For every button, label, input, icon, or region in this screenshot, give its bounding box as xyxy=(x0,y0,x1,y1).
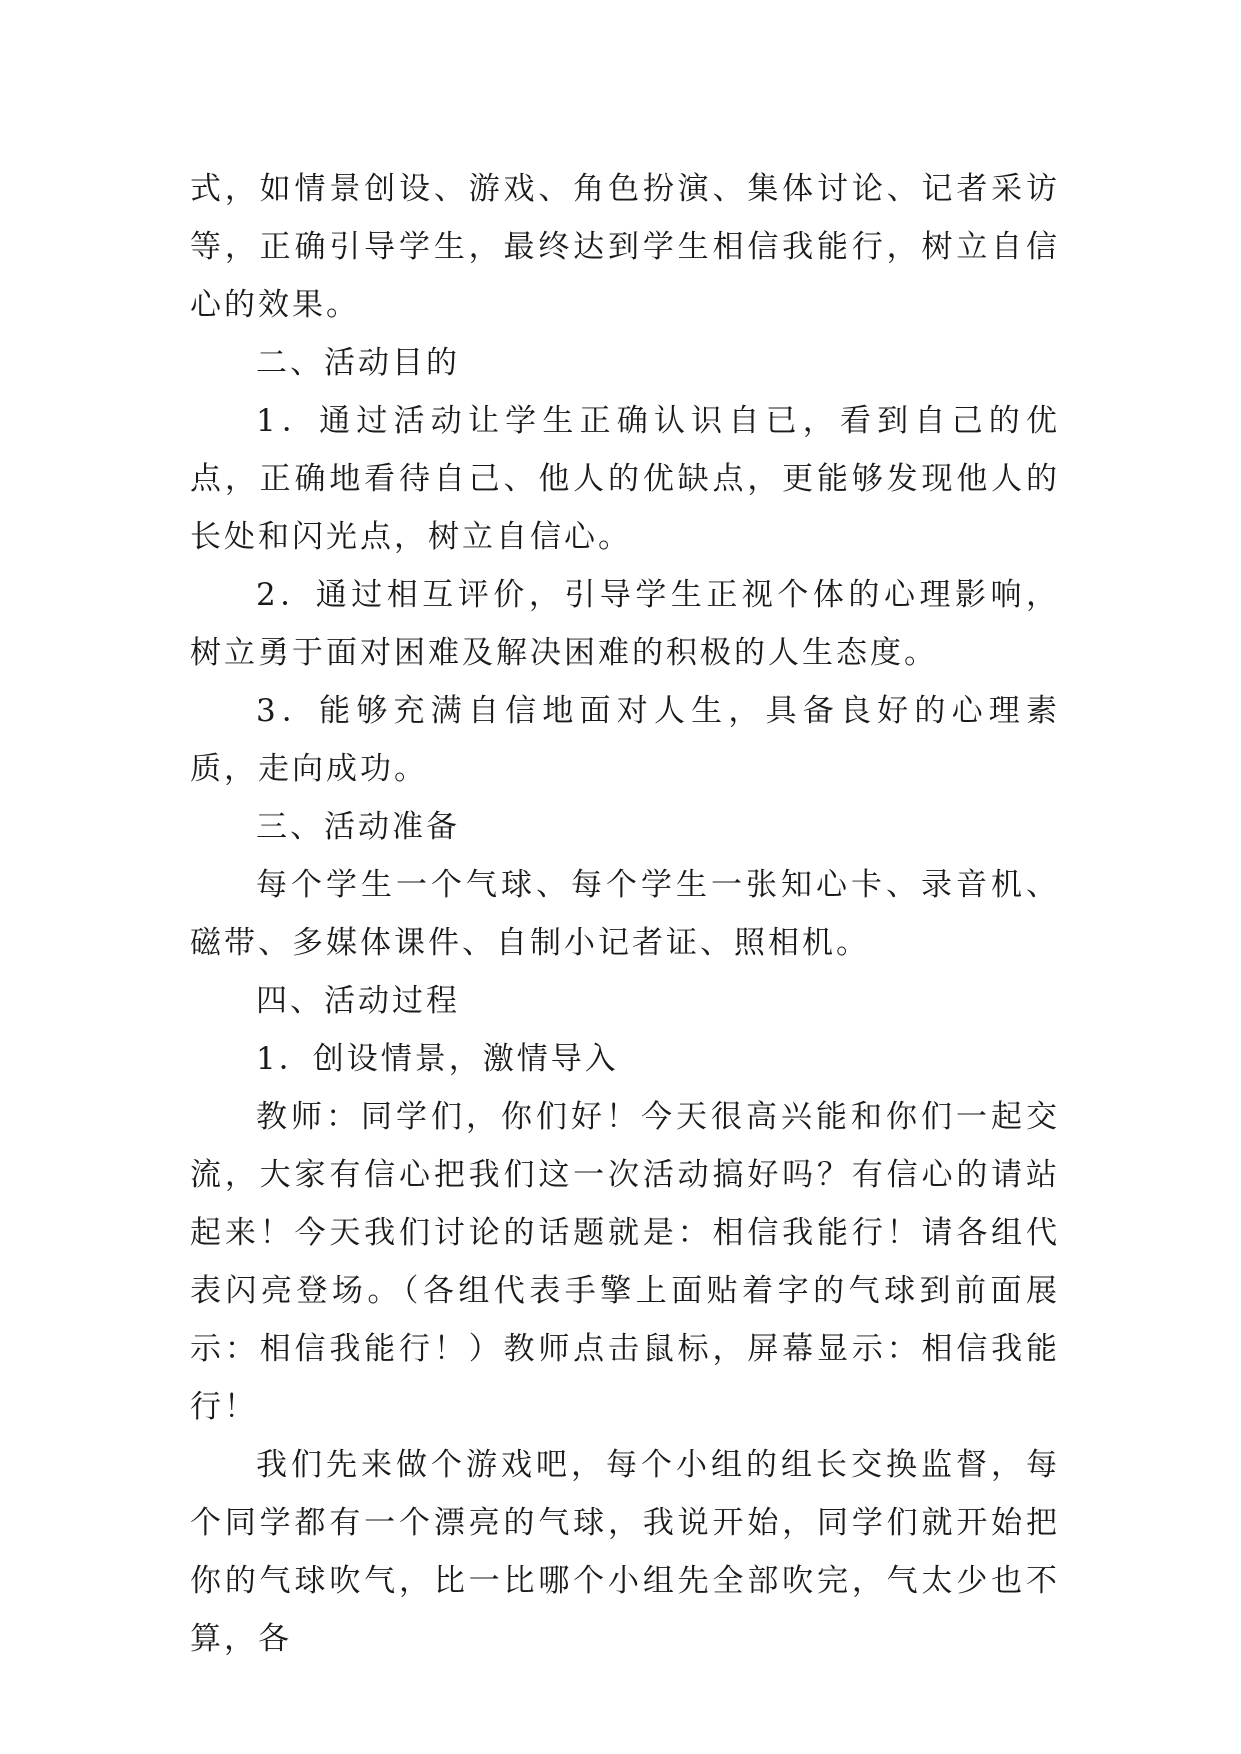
heading-activity-preparation: 三、活动准备 xyxy=(256,809,460,845)
game-paragraph: 我们先来做个游戏吧，每个小组的组长交换监督，每个同学都有一个漂亮的气球，我说开始，同学们就开始把你的气球吹气，比一比哪个小组先全部吹完，气太少也不算，各 xyxy=(190,1447,1060,1657)
preparation-paragraph: 每个学生一个气球、每个学生一张知心卡、录音机、磁带、多媒体课件、自制小记者证、照相机。 xyxy=(190,867,1060,961)
paragraph-intro-continuation: 式，如情景创设、游戏、角色扮演、集体讨论、记者采访等，正确引导学生，最终达到学生相信我能行，树立自信心的效果。 xyxy=(190,171,1060,323)
goal-item-1: 1．通过活动让学生正确认识自已，看到自己的优点，正确地看待自己、他人的优缺点，更能够发现他人的长处和闪光点，树立自信心。 xyxy=(190,403,1060,555)
goal-item-3: 3．能够充满自信地面对人生，具备良好的心理素质，走向成功。 xyxy=(190,693,1060,787)
goal-item-2: 2．通过相互评价，引导学生正视个体的心理影响，树立勇于面对困难及解决困难的积极的人生态度。 xyxy=(190,577,1060,671)
process-step-1-heading: 1．创设情景，激情导入 xyxy=(256,1041,619,1077)
document-body xyxy=(190,160,1060,1668)
heading-activity-goals: 二、活动目的 xyxy=(256,345,460,381)
teacher-dialogue-paragraph: 教师：同学们，你们好！今天很高兴能和你们一起交流，大家有信心把我们这一次活动搞好吗？有信心的请站起来！今天我们讨论的话题就是：相信我能行！请各组代表闪亮登场。（各组代表手擎上面贴着字的气球到前面展示：相信我能行！）教师点击鼠标，屏幕显示：相信我能行！ xyxy=(190,1099,1060,1425)
heading-activity-process: 四、活动过程 xyxy=(256,983,460,1019)
